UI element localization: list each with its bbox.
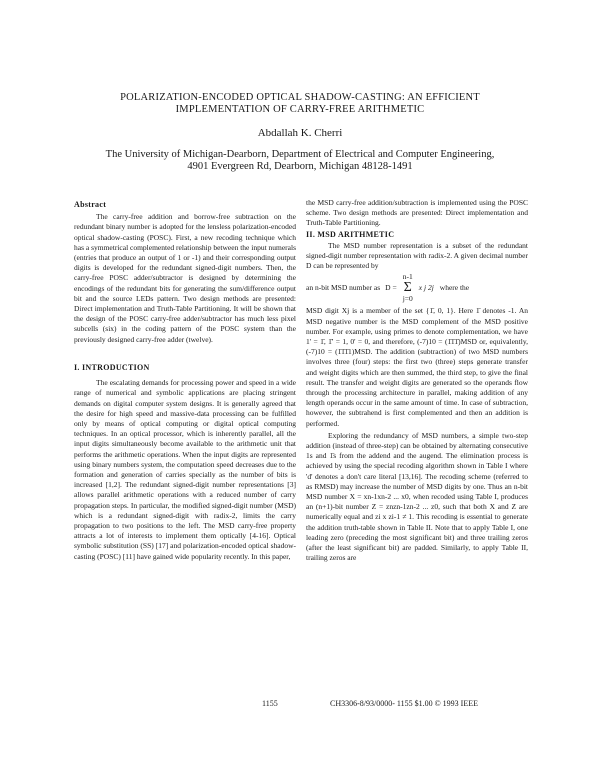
msd-paragraph-3: Exploring the redundancy of MSD numbers, a simple two-step addition (instead of three-step) can be obtained by alternating consecutive 1s and 1̄s from the addend and the augend. The elimination process is achieved by using the special recoding algorithm shown in Table I where 'd' denotes a don't care literal [13,16]. The recoding scheme (referred to as RMSD) may increase the number of MSD digits by one. Thus an n-bit MSD number X = xn-1xn-2 ... x0, when recoded using Table I, produces an (n+1)-bit number Z = znzn-1zn-2 ... z0, such that both X and Z are numerically equal and zi x zi-1 ≠ 1. This recoding is essential to generate the addition truth-table shown in Table II. Note that to apply Table I, one leading zero (preceding the most significant bit) and three trailing zeros (after the least significant bit) are padded. Similarly, to apply Table II, trailing zeros are	[306, 430, 528, 563]
author-name: Abdallah K. Cherri	[257, 127, 343, 139]
summation-lower: j=0	[402, 294, 413, 304]
msd-paragraph-1: The MSD number representation is a subset of the redundant signed-digit number representation with radix-2. A given decimal number D can be represented by	[306, 240, 528, 271]
summation-upper: n-1	[402, 272, 413, 282]
abstract-text: The carry-free addition and borrow-free subtraction on the redundant binary number is adopted for the lensless polarization-encoded optical shadow-casting (POSC). First, a new recoding technique which has a symmetrical complemented relationship between the input numerals (entries that produce an output of 1 or -1) and their corresponding output digits is developed for the redundant signed-digit numbers. Then, the carry-free POSC adder/subtractor is designed by determining the encodings of the redundant bits for generating the sum/difference output bit and the source LEDs pattern. Two design methods are presented: Direct implementation and Truth-Table Partitioning. It will be shown that the design of the POSC carry-free adder/subtractor has much less pixel subcells (six) in the coding pattern of the POSC system than the previously designed carry-free adder (twelve).	[74, 212, 297, 344]
affiliation	[0, 149, 600, 173]
left-column	[74, 200, 296, 345]
sigma-icon: Σ	[403, 280, 412, 296]
introduction-heading: I. INTRODUCTION	[74, 363, 150, 372]
introduction-text: The escalating demands for processing power and speed in a wide range of numerical and symbolic applications are placing stringent demands on digital computer system designs. It is generally agreed that the desire for high speed and massive-data processing can be fulfilled only by means of optical computing or digital optical computing techniques. In an optical processor, which is inherently parallel, all the input digits simultaneously become available to the arithmetic unit that performs the arithmetic operations. When the input digits are represented using binary numbers system, the computation speed decreases due to the formation and generation of carries specially as the number of bits is increased [1,2]. The redundant signed-digit number representations [3] allows parallel arithmetic operations with a reduced number of carry propagation steps. In particular, the modified signed-digit number (MSD) which is a redundant signed-digit with radix-2, limits the carry propagation to two positions to the left. The MSD carry-free property attracts a lot of interests to implement them optically [4-16]. Optical symbolic substitution (SS) [17] and polarization-encoded optical shadow-casting (POSC) [11] have gained wide popularity recently. In this paper,	[74, 378, 296, 561]
equation-term: x j 2j	[418, 283, 434, 293]
summation-symbol	[403, 273, 413, 303]
paper-title	[40, 92, 560, 116]
right-paragraph-1: the MSD carry-free addition/subtraction is implemented using the POSC scheme. Two design methods are presented: Direct implementation and Truth-Table Partitioning.	[306, 198, 528, 228]
abstract-heading: Abstract	[74, 200, 107, 209]
msd-arithmetic-heading: II. MSD ARITHMETIC	[306, 229, 395, 239]
title-line-2: IMPLEMENTATION OF CARRY-FREE ARITHMETIC	[175, 104, 425, 115]
equation-lead-text: an n-bit MSD number as	[306, 283, 381, 293]
copyright-code: CH3306-8/93/0000- 1155 $1.00 © 1993 IEEE	[330, 699, 478, 708]
right-column	[306, 198, 528, 564]
equation-lhs: D =	[385, 283, 397, 293]
msd-paragraph-2: MSD digit Xj is a member of the set {1̄, 0, 1}. Here 1̄ denotes -1. An MSD negative number is the MSD complement of the MSD positive number. For example, using primes to denote complementation, we have 1' = 1̄, 1̄' = 1, 0' = 0, and therefore, (-7)10 = (1̄1̄1̄)MSD or, equivalently, (-7)10 = (1̄1̄1̄1)MSD. The addition (subtraction) of two MSD numbers involves three (four) steps: the first two (three) steps generate transfer and weight digits which are then summed, the third step, to give the final result. The transfer and weight digits are generated so the operands flow through the processing architecture in parallel, making addition of any length operands occur in the same amount of time. In case of subtraction, however, the subtrahend is first complemented and then an addition is performed.	[306, 306, 528, 428]
affiliation-line-1: The University of Michigan-Dearborn, Department of Electrical and Computer Engineering,	[105, 149, 495, 160]
affiliation-line-2: 4901 Evergreen Rd, Dearborn, Michigan 48128-1491	[187, 161, 413, 172]
page-number: 1155	[262, 699, 278, 708]
title-line-1: POLARIZATION-ENCODED OPTICAL SHADOW-CASTING: AN EFFICIENT	[120, 92, 480, 103]
msd-equation	[306, 273, 528, 303]
introduction-section	[74, 363, 296, 562]
equation-trail-text: where the	[439, 283, 470, 293]
